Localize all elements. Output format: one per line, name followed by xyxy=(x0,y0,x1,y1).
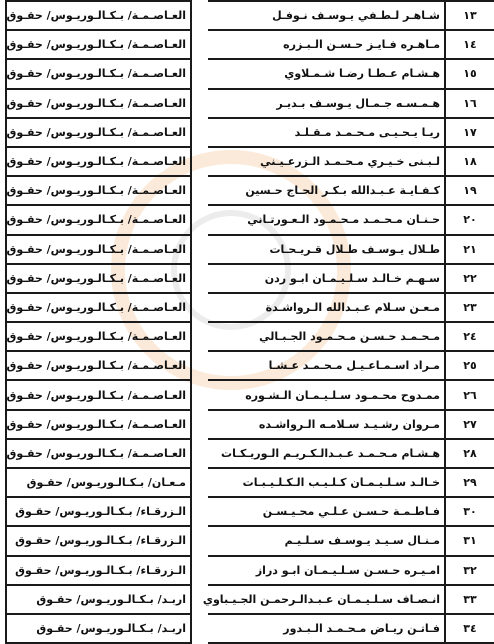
full-name: مـعـن سـلام عـبـدالله الـرواشـدة xyxy=(208,293,445,322)
table-row xyxy=(3,380,494,409)
row-number: ٢٥ xyxy=(445,351,494,380)
left-margin xyxy=(3,322,6,351)
column-gap xyxy=(191,147,208,176)
row-number: ١٦ xyxy=(445,89,494,118)
governorate-degree-major: العـاصـمـة/ بـكـالـوريـوس/ حقـوق xyxy=(6,30,191,59)
column-gap xyxy=(191,205,208,234)
row-number: ٢٠ xyxy=(445,205,494,234)
governorate-degree-major: العـاصـمـة/ بـكـالـوريـوس/ حقـوق xyxy=(6,176,191,205)
table-row xyxy=(3,1,494,30)
left-margin xyxy=(3,497,6,526)
column-gap xyxy=(191,380,208,409)
row-number: ٣٢ xyxy=(445,556,494,585)
governorate-degree-major: اربـد/ بـكـالـوريـوس/ حقـوق xyxy=(6,585,191,614)
table-row xyxy=(3,293,494,322)
row-number: ١٩ xyxy=(445,176,494,205)
row-number: ١٧ xyxy=(445,118,494,147)
left-margin xyxy=(3,1,6,30)
column-gap xyxy=(191,264,208,293)
left-margin xyxy=(3,439,6,468)
full-name: شـاهـر لـطـفي يـوسـف نـوفـل xyxy=(208,1,445,30)
table-row xyxy=(3,118,494,147)
governorate-degree-major: العـاصـمـة/ بـكـالـوريـوس/ حقـوق xyxy=(6,264,191,293)
full-name: لـبـنى خـيـري مـحـمـد الـزرعـيـني xyxy=(208,147,445,176)
governorate-degree-major: العـاصـمـة/ بـكـالـوريـوس/ حقـوق xyxy=(6,147,191,176)
table-row xyxy=(3,205,494,234)
table-row xyxy=(3,176,494,205)
full-name: خـالـد سـلـيـمـان كـلـيـب الـكـلـيـبـات xyxy=(208,468,445,497)
column-gap xyxy=(191,89,208,118)
full-name: فـاتـن ريـاض مـحـمـد الـبـدور xyxy=(208,614,445,643)
left-margin xyxy=(3,235,6,264)
row-number: ٢٤ xyxy=(445,322,494,351)
table-row xyxy=(3,147,494,176)
table-row xyxy=(3,89,494,118)
row-number: ٢٧ xyxy=(445,410,494,439)
table-row xyxy=(3,497,494,526)
row-number: ١٤ xyxy=(445,30,494,59)
full-name: انـصـاف سـلـيـمـان عـبـدالـرحمـن الجـيـباوي xyxy=(208,585,445,614)
full-name: هـشـام عـطـا رضـا شـمـلاوي xyxy=(208,59,445,88)
full-name: مـاهـره فـايـز حـسـن الـبـزره xyxy=(208,30,445,59)
table-row xyxy=(3,264,494,293)
governorate-degree-major: الـزرقـاء/ بـكـالـوريـوس/ حقـوق xyxy=(6,556,191,585)
table-row xyxy=(3,526,494,555)
column-gap xyxy=(191,556,208,585)
row-number: ١٥ xyxy=(445,59,494,88)
table-body xyxy=(3,1,494,643)
column-gap xyxy=(191,1,208,30)
governorate-degree-major: العـاصـمـة/ بـكـالـوريـوس/ حقـوق xyxy=(6,205,191,234)
document-page xyxy=(3,0,494,636)
full-name: مـراد اسـمـاعـيـل مـحـمـد عـشـا xyxy=(208,351,445,380)
left-margin xyxy=(3,351,6,380)
column-gap xyxy=(191,30,208,59)
table-row xyxy=(3,235,494,264)
left-margin xyxy=(3,614,6,643)
governorate-degree-major: العـاصـمـة/ بـكـالـوريـوس/ حقـوق xyxy=(6,235,191,264)
left-margin xyxy=(3,293,6,322)
column-gap xyxy=(191,59,208,88)
left-margin xyxy=(3,30,6,59)
row-number: ٢٨ xyxy=(445,439,494,468)
full-name: هـمـسـه جـمـال يـوسـف بـديـر xyxy=(208,89,445,118)
full-name: كـفـايـة عـبـدالله بـكـر الحـاج حـسين xyxy=(208,176,445,205)
governorate-degree-major: العـاصـمـة/ بـكـالـوريـوس/ حقـوق xyxy=(6,322,191,351)
governorate-degree-major: العـاصـمـة/ بـكـالـوريـوس/ حقـوق xyxy=(6,118,191,147)
left-margin xyxy=(3,176,6,205)
full-name: طـلال يـوسـف طـلال قـريـحـات xyxy=(208,235,445,264)
table-row xyxy=(3,556,494,585)
left-margin xyxy=(3,147,6,176)
left-margin xyxy=(3,556,6,585)
table-row xyxy=(3,30,494,59)
row-number: ٢٩ xyxy=(445,468,494,497)
row-number: ٢٣ xyxy=(445,293,494,322)
column-gap xyxy=(191,410,208,439)
column-gap xyxy=(191,118,208,147)
left-margin xyxy=(3,526,6,555)
row-number: ٣٣ xyxy=(445,585,494,614)
left-margin xyxy=(3,205,6,234)
governorate-degree-major: اربـد/ بـكـالـوريـوس/ حقـوق xyxy=(6,614,191,643)
left-margin xyxy=(3,468,6,497)
column-gap xyxy=(191,439,208,468)
full-name: مـروان رشـيـد سـلامـه الـرواشـده xyxy=(208,410,445,439)
left-margin xyxy=(3,410,6,439)
column-gap xyxy=(191,614,208,643)
table-row xyxy=(3,410,494,439)
governorate-degree-major: العـاصـمـة/ بـكـالـوريـوس/ حقـوق xyxy=(6,59,191,88)
left-margin xyxy=(3,264,6,293)
row-number: ١٣ xyxy=(445,1,494,30)
row-number: ٣٤ xyxy=(445,614,494,643)
row-number: ٢٢ xyxy=(445,264,494,293)
column-gap xyxy=(191,468,208,497)
table-row xyxy=(3,468,494,497)
row-number: ٢٦ xyxy=(445,380,494,409)
governorate-degree-major: مـعـان/ بـكـالـوريـوس/ حقـوق xyxy=(6,468,191,497)
row-number: ١٨ xyxy=(445,147,494,176)
governorate-degree-major: العـاصـمـة/ بـكـالـوريـوس/ حقـوق xyxy=(6,1,191,30)
column-gap xyxy=(191,322,208,351)
column-gap xyxy=(191,176,208,205)
column-gap xyxy=(191,235,208,264)
candidates-table xyxy=(3,0,494,644)
full-name: سـهـم خـالـد سـلـيـمـان ابـو ردن xyxy=(208,264,445,293)
full-name: امـيـره حـسـن سـلـيـمـان ابـو دراز xyxy=(208,556,445,585)
table-row xyxy=(3,614,494,643)
table-row xyxy=(3,585,494,614)
row-number: ٣٠ xyxy=(445,497,494,526)
governorate-degree-major: العـاصـمـة/ بـكـالـوريـوس/ حقـوق xyxy=(6,293,191,322)
full-name: مـحـمـد حـسـن مـحـمـود الجـبـالي xyxy=(208,322,445,351)
column-gap xyxy=(191,293,208,322)
governorate-degree-major: العـاصـمـة/ بـكـالـوريـوس/ حقـوق xyxy=(6,439,191,468)
column-gap xyxy=(191,497,208,526)
row-number: ٣١ xyxy=(445,526,494,555)
governorate-degree-major: الـزرقـاء/ بـكـالـوريـوس/ حقـوق xyxy=(6,526,191,555)
left-margin xyxy=(3,585,6,614)
row-number: ٢١ xyxy=(445,235,494,264)
governorate-degree-major: العـاصـمـة/ بـكـالـوريـوس/ حقـوق xyxy=(6,380,191,409)
full-name: فـاطـمـة حـسـن عـلـي محـيـسـن xyxy=(208,497,445,526)
governorate-degree-major: العـاصـمـة/ بـكـالـوريـوس/ حقـوق xyxy=(6,89,191,118)
left-margin xyxy=(3,380,6,409)
governorate-degree-major: الـزرقـاء/ بـكـالـوريـوس/ حقـوق xyxy=(6,497,191,526)
left-margin xyxy=(3,118,6,147)
table-row xyxy=(3,59,494,88)
column-gap xyxy=(191,351,208,380)
full-name: مـنـال سـيـد يـوسـف سـلـيـم xyxy=(208,526,445,555)
left-margin xyxy=(3,89,6,118)
governorate-degree-major: العـاصـمـة/ بـكـالـوريـوس/ حقـوق xyxy=(6,351,191,380)
governorate-degree-major: العـاصـمـة/ بـكـالـوريـوس/ حقـوق xyxy=(6,410,191,439)
full-name: ريـا يـحـيـى مـحـمـد مـقـلـد xyxy=(208,118,445,147)
column-gap xyxy=(191,526,208,555)
left-margin xyxy=(3,59,6,88)
table-row xyxy=(3,439,494,468)
table-row xyxy=(3,351,494,380)
full-name: هـشـام مـحـمـد عـبـدالـكـريـم الـوريـكـات xyxy=(208,439,445,468)
full-name: حـنـان مـحـمـد مـحـمـود الـعـورتـاني xyxy=(208,205,445,234)
table-row xyxy=(3,322,494,351)
full-name: ممـدوح محـمـود سـلـيـمـان الـشـوره xyxy=(208,380,445,409)
